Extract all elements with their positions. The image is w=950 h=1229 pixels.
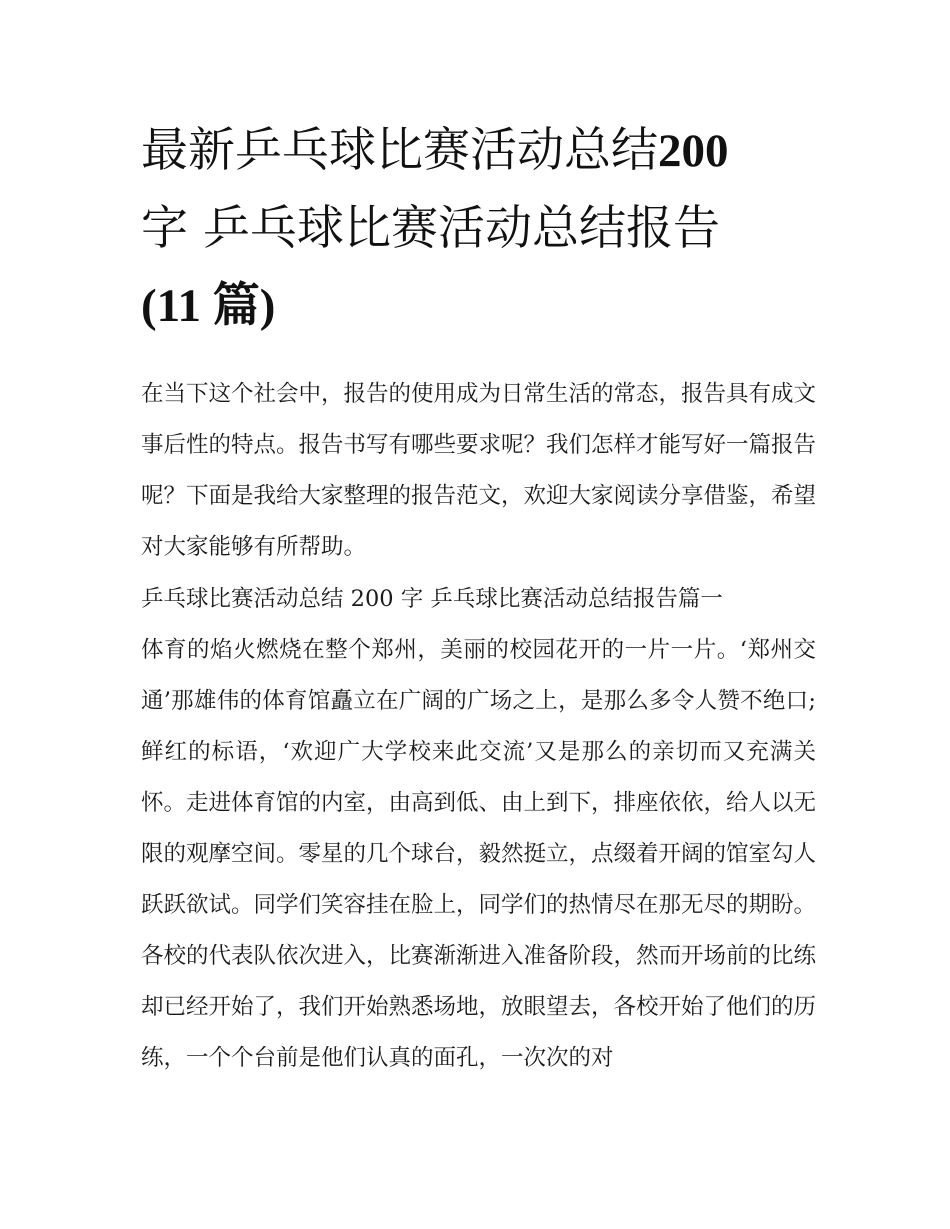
body-paragraph-2: 各校的代表队依次进入，比赛渐渐进入准备阶段，然而开场前的比练却已经开始了，我们开始熟悉场地，放眼望去，各校开始了他们的历练，一个个台前是他们认真的面孔，一次次的对 <box>141 943 817 1071</box>
intro-paragraph: 在当下这个社会中，报告的使用成为日常生活的常态，报告具有成文事后性的特点。报告书写有哪些要求呢？我们怎样才能写好一篇报告呢？下面是我给大家整理的报告范文，欢迎大家阅读分享借鉴，希望对大家能够有所帮助。 <box>141 381 817 560</box>
title-line-1: 最新乒乓球比赛活动总结 <box>141 123 658 178</box>
body-paragraph-1: 体育的焰火燃烧在整个郑州，美丽的校园花开的一片一片。‘郑州交通’那雄伟的体育馆矗立在广阔的广场之上，是那么多令人赞不绝口;鲜红的标语，‘欢迎广大学校来此交流’又是那么的亲切而又充满关怀。走进体育馆的内室，由高到低、由上到下，排座依依，给人以无限的观摩空间。零星的几个球台，毅然挺立，点缀着开阔的馆室勾人跃跃欲试。同学们笑容挂在脸上，同学们的热情尽在那无尽的期盼。 <box>141 637 817 918</box>
title-line-3: (11 篇) <box>141 280 276 332</box>
section-heading: 乒乓球比赛活动总结 200 字 乒乓球比赛活动总结报告篇一 <box>141 586 723 612</box>
document-page <box>141 112 816 1084</box>
title-line-2: 字 乒乓球比赛活动总结报告 <box>141 201 720 256</box>
title-line-1-number: 200 <box>658 125 729 177</box>
document-title <box>141 112 816 345</box>
